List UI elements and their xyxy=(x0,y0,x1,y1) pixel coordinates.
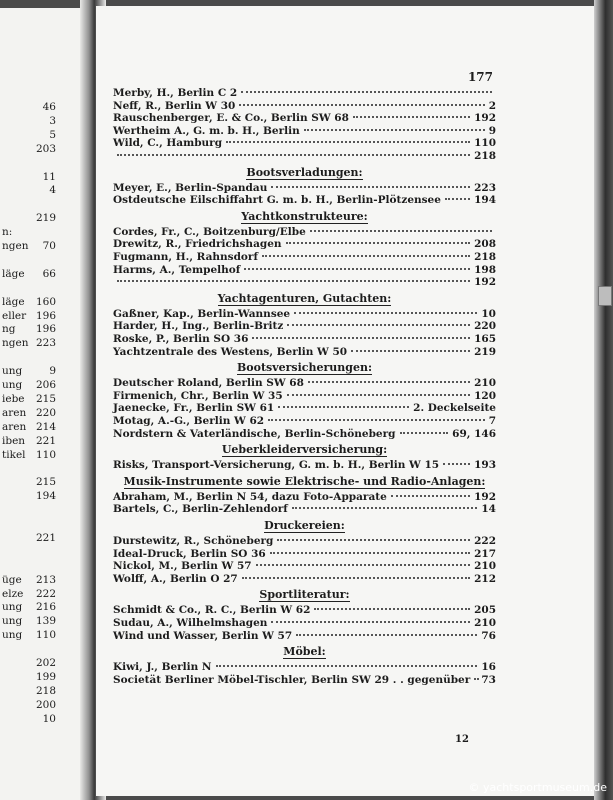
left-page xyxy=(0,8,84,800)
dot-leader xyxy=(239,104,484,106)
dot-leader xyxy=(268,419,485,421)
left-row-page: 200 xyxy=(35,698,56,711)
left-row-page: 3 xyxy=(49,114,56,127)
left-page-row xyxy=(0,295,84,309)
left-row-page: 220 xyxy=(35,406,56,419)
entry-page: 210 xyxy=(474,560,496,573)
dot-leader xyxy=(244,268,470,270)
entry-name: Wild, C., Hamburg xyxy=(113,137,223,150)
entry-name: Meyer, E., Berlin-Spandau xyxy=(113,181,268,194)
dot-leader xyxy=(117,154,470,156)
left-row-text: ngen xyxy=(2,240,29,252)
entry-page: 223 xyxy=(474,181,496,194)
entry-page: 208 xyxy=(474,238,496,251)
left-row-text: üge xyxy=(2,573,22,586)
left-page-row xyxy=(0,698,84,712)
dot-leader xyxy=(314,608,470,610)
left-page-row xyxy=(0,197,84,211)
section-heading xyxy=(113,519,496,533)
left-page-row xyxy=(0,448,84,462)
dot-leader xyxy=(292,507,478,509)
entry-name: Merby, H., Berlin C 2 xyxy=(113,87,238,99)
entry-page: 120 xyxy=(474,389,496,402)
directory-entry xyxy=(113,275,496,289)
left-page-row xyxy=(0,406,84,420)
left-row-page: 110 xyxy=(35,448,56,461)
left-row-text: ung xyxy=(2,379,23,391)
left-page-row xyxy=(0,392,84,406)
dot-leader xyxy=(400,432,449,434)
directory-entry xyxy=(113,345,496,359)
section-heading xyxy=(113,645,496,659)
left-page-row xyxy=(0,253,84,267)
entry-name: Neff, R., Berlin W 30 xyxy=(113,99,236,112)
entry-name: Wind und Wasser, Berlin W 57 xyxy=(113,629,293,642)
left-row-text: aren xyxy=(2,406,27,419)
entry-page: 218 xyxy=(474,251,496,263)
entry-name: Fugmann, H., Rahnsdorf xyxy=(113,251,258,263)
entry-page: 205 xyxy=(474,604,496,617)
left-row-page: 160 xyxy=(35,295,56,308)
entry-name: Sudau, A., Wilhelmshagen xyxy=(113,617,268,629)
entry-name: Harms, A., Tempelhof xyxy=(113,263,241,276)
left-page-row xyxy=(0,170,84,184)
left-row-text: läge xyxy=(2,295,25,308)
left-row-page: 219 xyxy=(35,212,56,225)
section-heading xyxy=(113,166,496,180)
dot-leader xyxy=(353,116,470,118)
left-page-row xyxy=(0,600,84,614)
entry-page: 7 xyxy=(488,415,496,427)
left-page-row xyxy=(0,350,84,364)
dot-leader xyxy=(226,141,470,143)
directory-entry xyxy=(113,193,496,207)
entry-name: Nordstern & Vaterländische, Berlin-Schöneberg xyxy=(113,427,396,440)
left-row-text: iben xyxy=(2,434,26,447)
section-heading-text: Bootsverladungen: xyxy=(246,165,363,179)
entry-name: Gaßner, Kap., Berlin-Wannsee xyxy=(113,307,291,320)
left-page-row xyxy=(0,503,84,517)
entry-page: 212 xyxy=(474,572,496,585)
dot-leader xyxy=(252,337,470,339)
left-page-row xyxy=(0,545,84,559)
section-heading xyxy=(113,443,496,457)
section-heading-text: Bootsversicherungen: xyxy=(236,361,373,375)
left-row-page: 202 xyxy=(35,657,56,669)
entry-page: 73 xyxy=(481,673,496,686)
left-page-row xyxy=(0,559,84,573)
left-page-row xyxy=(0,239,84,253)
entry-page: 2. Deckelseite xyxy=(413,402,496,415)
entry-page: 10 xyxy=(481,307,496,320)
dot-leader xyxy=(310,230,492,232)
entry-name: Ostdeutsche Eilschiffahrt G. m. b. H., Berlin-Plötzensee xyxy=(113,194,441,207)
entry-name: Societät Berliner Möbel-Tischler, Berlin SW 29 . . gegenüber xyxy=(113,673,471,686)
left-page-row xyxy=(0,378,84,392)
entry-name: Firmenich, Chr., Berlin W 35 xyxy=(113,389,283,402)
section-heading xyxy=(113,292,496,306)
left-row-page: 215 xyxy=(35,392,56,405)
left-row-text: tikel xyxy=(2,448,26,461)
section-heading xyxy=(113,210,496,224)
entry-name: Ideal-Druck, Berlin SO 36 xyxy=(113,547,266,560)
entry-page: 210 xyxy=(474,377,496,390)
dot-leader xyxy=(256,564,471,566)
entry-name: Deutscher Roland, Berlin SW 68 xyxy=(113,377,304,390)
directory-entry xyxy=(113,629,496,643)
left-row-text: iebe xyxy=(2,392,25,405)
left-page-row xyxy=(0,573,84,587)
dot-leader xyxy=(277,539,470,541)
left-row-page: 213 xyxy=(35,573,56,586)
left-page-row xyxy=(0,587,84,601)
entry-name: Rauschenberger, E. & Co., Berlin SW 68 xyxy=(113,112,349,125)
left-row-page: 9 xyxy=(49,365,56,378)
left-row-page: 196 xyxy=(35,323,56,336)
left-row-text: ung xyxy=(2,365,23,378)
left-page-row xyxy=(0,309,84,323)
left-row-page: 199 xyxy=(35,670,56,683)
left-row-page: 110 xyxy=(35,629,56,642)
left-page-row xyxy=(0,614,84,628)
left-row-page: 214 xyxy=(35,420,56,433)
entry-page: 194 xyxy=(474,194,496,207)
entry-name: Risks, Transport-Versicherung, G. m. b. H., Berlin W 15 xyxy=(113,459,440,472)
left-page-row xyxy=(0,100,84,114)
footer-number: 12 xyxy=(455,734,469,745)
entry-page: 76 xyxy=(481,629,496,642)
left-row-page: 221 xyxy=(35,434,56,447)
dot-leader xyxy=(445,198,470,200)
dot-leader xyxy=(474,678,477,680)
left-page-row xyxy=(0,364,84,378)
left-row-page: 139 xyxy=(35,615,56,628)
left-page-row xyxy=(0,281,84,295)
dot-leader xyxy=(287,324,470,326)
entry-page: 198 xyxy=(474,263,496,276)
left-page-row xyxy=(0,156,84,170)
directory-entry xyxy=(113,673,496,687)
left-row-text: aren xyxy=(2,420,27,433)
left-row-text: ung xyxy=(2,629,23,642)
directory-entry xyxy=(113,572,496,586)
left-page-row xyxy=(0,225,84,239)
left-row-page: 196 xyxy=(35,309,56,322)
dot-leader xyxy=(270,552,470,554)
entry-page: 9 xyxy=(488,124,496,137)
left-row-page: 206 xyxy=(35,379,56,391)
left-row-text: ng xyxy=(2,323,16,336)
dot-leader xyxy=(286,242,471,244)
entry-name: Roske, P., Berlin SO 36 xyxy=(113,333,249,345)
dot-leader xyxy=(304,129,485,131)
left-row-text: läge xyxy=(2,267,25,280)
left-row-page: 222 xyxy=(35,587,56,600)
left-page-row xyxy=(0,642,84,656)
entry-page: 16 xyxy=(481,661,496,674)
entry-name: Yachtzentrale des Westens, Berlin W 50 xyxy=(113,345,348,358)
left-page-row xyxy=(0,128,84,142)
dot-leader xyxy=(308,381,470,383)
left-row-page: 10 xyxy=(42,712,56,725)
left-page-row xyxy=(0,628,84,642)
watermark: © yachtsportmuseum.de xyxy=(468,781,607,794)
left-page-row xyxy=(0,489,84,503)
entry-page: 210 xyxy=(474,617,496,629)
section-heading-text: Yachtkonstrukteure: xyxy=(241,209,368,223)
entry-name: Drewitz, R., Friedrichshagen xyxy=(113,238,282,251)
directory-entry xyxy=(113,502,496,516)
section-heading xyxy=(113,588,496,602)
left-page-row xyxy=(0,322,84,336)
left-page-row xyxy=(0,420,84,434)
entry-name: Cordes, Fr., C., Boitzenburg/Elbe xyxy=(113,225,306,238)
left-row-text: ung xyxy=(2,601,23,614)
section-heading-text: Musik-Instrumente sowie Elektrische- und Radio-Anlagen: xyxy=(123,474,486,488)
left-row-text: ngen xyxy=(2,337,29,350)
left-row-page: 221 xyxy=(35,531,56,544)
entry-page: 2 xyxy=(488,99,496,112)
entry-name: Nickol, M., Berlin W 57 xyxy=(113,560,252,573)
entry-page: 192 xyxy=(474,276,496,289)
entry-name: Wolff, A., Berlin O 27 xyxy=(113,572,238,585)
dot-leader xyxy=(391,495,470,497)
entry-page: 222 xyxy=(474,535,496,547)
left-row-text: eller xyxy=(2,309,27,322)
dot-leader xyxy=(241,91,492,93)
directory-entry xyxy=(113,427,496,441)
page-edge xyxy=(594,0,613,800)
dot-leader xyxy=(278,406,409,408)
left-page-row xyxy=(0,712,84,726)
entry-name: Kiwi, J., Berlin N xyxy=(113,661,212,674)
section-heading-text: Druckereien: xyxy=(264,519,345,532)
entry-page: 110 xyxy=(474,137,496,150)
entry-page: 69, 146 xyxy=(452,427,496,440)
entry-page: 165 xyxy=(474,333,496,345)
dot-leader xyxy=(287,394,470,396)
section-heading-text: Sportliteratur: xyxy=(259,588,350,602)
left-page-row xyxy=(0,475,84,489)
left-page-row xyxy=(0,183,84,197)
directory-entry xyxy=(113,149,496,163)
dot-leader xyxy=(296,634,477,636)
dot-leader xyxy=(271,186,470,188)
dot-leader xyxy=(351,350,470,352)
dot-leader xyxy=(117,280,470,282)
entry-page: 219 xyxy=(474,345,496,358)
dot-leader xyxy=(262,255,470,257)
left-page-row xyxy=(0,656,84,670)
left-row-text: ung xyxy=(2,615,23,628)
dot-leader xyxy=(216,665,478,667)
dot-leader xyxy=(242,577,470,579)
left-row-page: 5 xyxy=(49,128,56,141)
entry-page: 218 xyxy=(474,150,496,162)
entry-page: 193 xyxy=(474,459,496,472)
left-page-row xyxy=(0,114,84,128)
entry-name: Jaenecke, Fr., Berlin SW 61 xyxy=(113,402,275,415)
left-row-page: 203 xyxy=(35,142,56,155)
section-heading xyxy=(113,361,496,375)
left-row-page: 46 xyxy=(42,101,56,113)
section-heading-text: Yachtagenturen, Gutachten: xyxy=(217,291,392,305)
left-row-page: 66 xyxy=(42,267,56,280)
entry-name: Bartels, C., Berlin-Zehlendorf xyxy=(113,503,288,516)
entry-page: 217 xyxy=(474,547,496,560)
entry-name: Schmidt & Co., R. C., Berlin W 62 xyxy=(113,604,311,617)
dot-leader xyxy=(294,312,477,314)
left-page-row xyxy=(0,531,84,545)
section-heading-text: Ueberkleiderversicherung: xyxy=(221,443,388,457)
entry-page: 192 xyxy=(474,112,496,125)
page-number: 177 xyxy=(467,70,493,84)
left-row-page: 218 xyxy=(35,684,56,697)
left-page-row xyxy=(0,336,84,350)
left-row-page: 194 xyxy=(35,490,56,503)
entry-page: 14 xyxy=(481,503,496,516)
section-heading xyxy=(113,475,496,489)
left-row-page: 216 xyxy=(35,601,56,614)
left-page-row xyxy=(0,142,84,156)
dot-leader xyxy=(443,463,470,465)
left-page-row xyxy=(0,267,84,281)
dot-leader xyxy=(271,621,470,623)
left-row-page: 70 xyxy=(42,240,56,252)
entry-name: Abraham, M., Berlin N 54, dazu Foto-Apparate xyxy=(113,490,387,503)
entry-name: Durstewitz, R., Schöneberg xyxy=(113,535,274,547)
entry-page: 192 xyxy=(474,490,496,503)
left-page-row xyxy=(0,434,84,448)
left-row-text: elze xyxy=(2,587,24,600)
entry-name: Motag, A.-G., Berlin W 62 xyxy=(113,415,265,427)
left-row-page: 223 xyxy=(35,337,56,350)
left-page-row xyxy=(0,684,84,698)
page-tab xyxy=(598,286,612,306)
left-row-page: 11 xyxy=(42,170,56,183)
entry-page: 220 xyxy=(474,320,496,333)
left-page-row xyxy=(0,517,84,531)
left-page-row xyxy=(0,211,84,225)
left-row-page: 4 xyxy=(49,184,56,197)
entry-name: Harder, H., Ing., Berlin-Britz xyxy=(113,320,284,333)
directory-entry xyxy=(113,458,496,472)
left-row-text: n: xyxy=(2,226,13,239)
entry-name: Wertheim A., G. m. b. H., Berlin xyxy=(113,124,300,137)
left-row-page: 215 xyxy=(35,476,56,489)
left-page-row xyxy=(0,461,84,475)
left-page-row xyxy=(0,670,84,684)
section-heading-text: Möbel: xyxy=(283,645,326,659)
